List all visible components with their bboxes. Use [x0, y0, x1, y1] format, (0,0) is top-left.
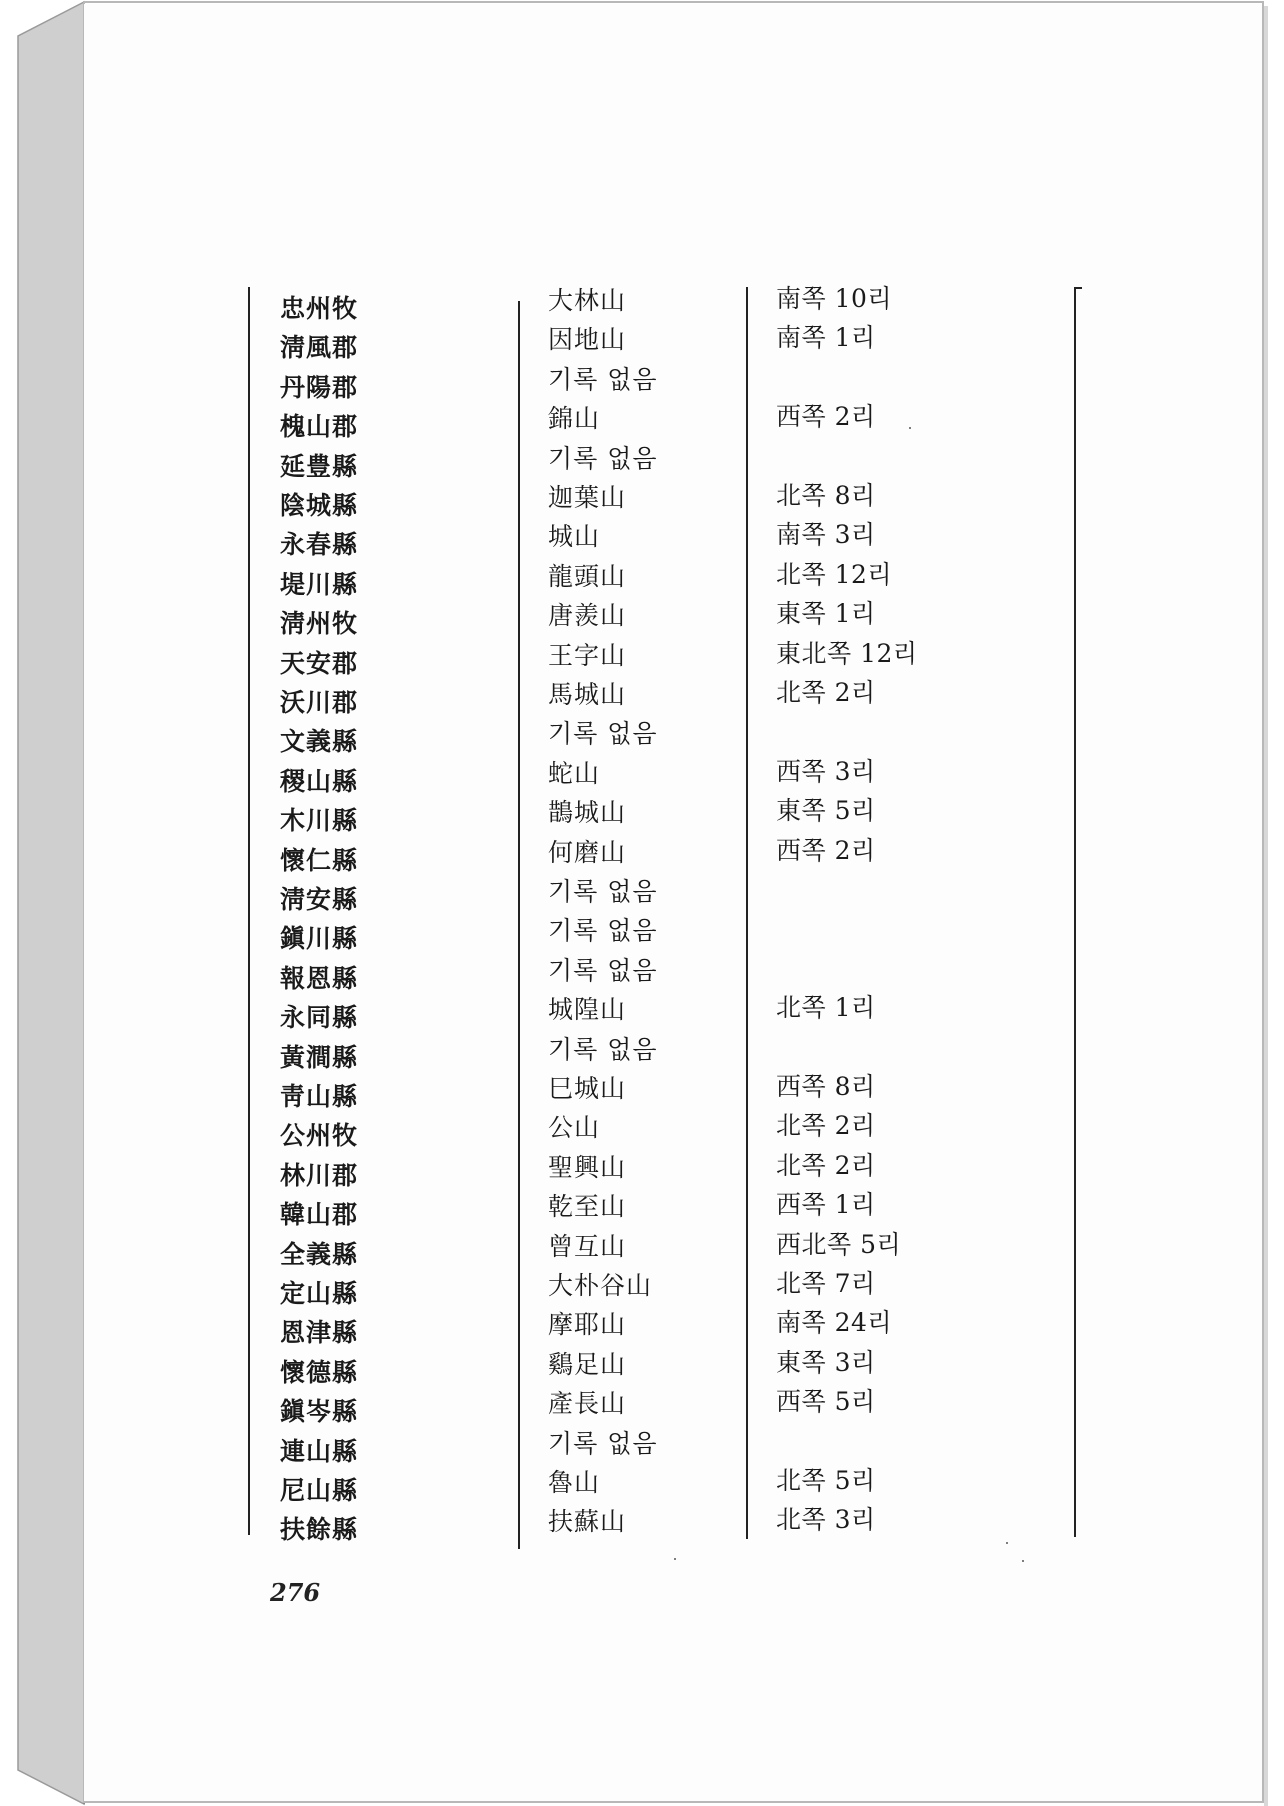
direction-distance: 南쪽 24리 — [776, 1308, 893, 1338]
county-name: 沃川郡 — [280, 688, 359, 717]
direction-distance: 南쪽 3리 — [776, 520, 876, 550]
table-row — [84, 483, 1262, 523]
direction-distance: 北쪽 2리 — [776, 1111, 876, 1141]
direction-distance: 西쪽 5리 — [776, 1387, 876, 1417]
direction-distance: 東쪽 3리 — [776, 1347, 876, 1377]
county-name: 槐山郡 — [280, 412, 359, 442]
mountain-name: 公山 — [548, 1113, 601, 1143]
table-row — [84, 1468, 1262, 1508]
county-name: 全義縣 — [280, 1239, 359, 1269]
mountain-name: 鵲城山 — [548, 798, 627, 828]
county-name: 木川縣 — [280, 806, 359, 836]
mountain-name: 曾互山 — [548, 1231, 627, 1261]
direction-distance: 北쪽 1리 — [776, 993, 876, 1023]
direction-distance: 西쪽 1리 — [776, 1190, 876, 1220]
county-name: 忠州牧 — [280, 294, 359, 323]
mountain-name: 城隍山 — [548, 995, 627, 1025]
mountain-name: 城山 — [548, 522, 601, 552]
direction-distance: 西北쪽 5리 — [776, 1229, 902, 1259]
table-row — [84, 916, 1262, 956]
table-row — [84, 1035, 1262, 1075]
scan-speck — [1022, 1560, 1024, 1562]
mountain-name: 錦山 — [548, 404, 601, 434]
county-name: 靑山縣 — [280, 1082, 359, 1111]
mountain-name: 기록 없음 — [548, 1428, 658, 1458]
county-name: 林川郡 — [280, 1160, 359, 1190]
county-name: 恩津縣 — [280, 1318, 359, 1348]
direction-distance: 南쪽 10리 — [776, 284, 893, 313]
county-name: 延豊縣 — [280, 451, 359, 481]
direction-distance: 東쪽 5리 — [776, 796, 876, 826]
direction-distance: 南쪽 1리 — [776, 323, 876, 353]
county-name: 堤川縣 — [280, 569, 359, 599]
county-name: 報恩縣 — [280, 963, 359, 993]
mountain-name: 馬城山 — [548, 680, 627, 709]
mountain-name: 因地山 — [548, 325, 627, 355]
table-row — [84, 956, 1262, 996]
mountain-name: 기록 없음 — [548, 916, 658, 946]
table-row — [84, 798, 1262, 838]
county-name: 連山縣 — [280, 1436, 359, 1466]
page-number: 276 — [270, 1578, 321, 1607]
table-row — [84, 1150, 1262, 1193]
table-row — [84, 995, 1262, 1035]
table-row — [84, 1429, 1262, 1469]
table-row — [84, 680, 1262, 720]
mountain-name: 大朴谷山 — [548, 1271, 653, 1300]
mountain-name: 唐羨山 — [548, 601, 627, 631]
county-name: 稷山縣 — [280, 766, 359, 796]
table-row — [84, 1271, 1262, 1311]
document-page — [84, 4, 1262, 1801]
direction-distance: 北쪽 8리 — [776, 481, 876, 510]
county-name: 公州牧 — [280, 1121, 359, 1151]
table-row — [84, 1347, 1262, 1390]
mountain-name: 王字山 — [548, 640, 627, 670]
county-name: 天安郡 — [280, 648, 359, 678]
table-row — [84, 1113, 1262, 1153]
direction-distance: 西쪽 2리 — [776, 835, 876, 865]
county-name: 丹陽郡 — [280, 372, 359, 402]
county-name: 定山縣 — [280, 1279, 359, 1308]
table-row — [84, 365, 1262, 405]
direction-distance: 西쪽 3리 — [776, 756, 876, 786]
mountain-name: 何磨山 — [548, 837, 627, 867]
mountain-name: 聖興山 — [548, 1152, 627, 1182]
mountain-name: 기록 없음 — [548, 364, 658, 394]
county-name: 懷德縣 — [280, 1357, 359, 1387]
table-row — [84, 638, 1262, 681]
direction-distance: 北쪽 3리 — [776, 1505, 876, 1535]
direction-distance: 北쪽 2리 — [776, 1150, 876, 1180]
direction-distance: 北쪽 7리 — [776, 1269, 876, 1298]
table-row — [84, 601, 1262, 641]
county-name: 黃澗縣 — [280, 1042, 359, 1072]
direction-distance: 北쪽 12리 — [776, 559, 893, 589]
scan-speck — [1006, 1542, 1008, 1544]
county-name: 淸州牧 — [280, 609, 359, 639]
mountain-name: 產長山 — [548, 1389, 627, 1419]
table-row — [84, 559, 1262, 602]
table-row — [84, 404, 1262, 444]
table-row — [84, 719, 1262, 759]
county-name: 淸風郡 — [280, 333, 359, 363]
table-row — [84, 1192, 1262, 1232]
mountain-name: 摩耶山 — [548, 1310, 627, 1340]
mountain-name: 기록 없음 — [548, 719, 658, 749]
county-name: 永春縣 — [280, 530, 359, 560]
county-name: 陰城縣 — [280, 491, 359, 520]
direction-distance: 東쪽 1리 — [776, 599, 876, 629]
mountain-name: 鷄足山 — [548, 1349, 627, 1379]
table-row — [84, 286, 1262, 326]
direction-distance: 北쪽 2리 — [776, 678, 876, 707]
table-row — [84, 444, 1262, 484]
county-name: 懷仁縣 — [280, 845, 359, 875]
table-row — [84, 1507, 1262, 1547]
mountain-name: 魯山 — [548, 1468, 601, 1497]
table-row — [84, 1074, 1262, 1114]
mountain-name: 扶蘇山 — [548, 1507, 627, 1537]
county-name: 扶餘縣 — [280, 1515, 359, 1545]
county-name: 韓山郡 — [280, 1200, 359, 1230]
county-name: 尼山縣 — [280, 1476, 359, 1505]
direction-distance: 西쪽 8리 — [776, 1072, 876, 1101]
table-row — [84, 325, 1262, 365]
mountain-name: 蛇山 — [548, 758, 601, 788]
county-name: 淸安縣 — [280, 885, 359, 914]
table-row — [84, 1389, 1262, 1429]
mountain-name: 迦葉山 — [548, 483, 627, 512]
mountain-name: 龍頭山 — [548, 561, 627, 591]
mountain-name: 大林山 — [548, 286, 627, 315]
scan-speck — [674, 1558, 676, 1560]
mountain-name: 기록 없음 — [548, 1034, 658, 1064]
scan-speck — [909, 427, 911, 429]
mountain-name: 巳城山 — [548, 1074, 627, 1103]
table-row — [84, 835, 1262, 878]
mountain-name: 기록 없음 — [548, 955, 658, 985]
mountain-name: 기록 없음 — [548, 877, 658, 906]
county-name: 鎭川縣 — [280, 924, 359, 954]
county-name: 鎭岑縣 — [280, 1397, 359, 1427]
table-row — [84, 1229, 1262, 1272]
mountain-name: 乾至山 — [548, 1192, 627, 1222]
county-name: 永同縣 — [280, 1003, 359, 1033]
direction-distance: 北쪽 5리 — [776, 1466, 876, 1495]
table-row — [84, 877, 1262, 917]
mountain-name: 기록 없음 — [548, 443, 658, 473]
table-row — [84, 522, 1262, 562]
table-row — [84, 1310, 1262, 1350]
direction-distance: 東北쪽 12리 — [776, 638, 918, 668]
direction-distance: 西쪽 2리 — [776, 402, 876, 432]
table-row — [84, 756, 1262, 799]
county-name: 文義縣 — [280, 727, 359, 757]
